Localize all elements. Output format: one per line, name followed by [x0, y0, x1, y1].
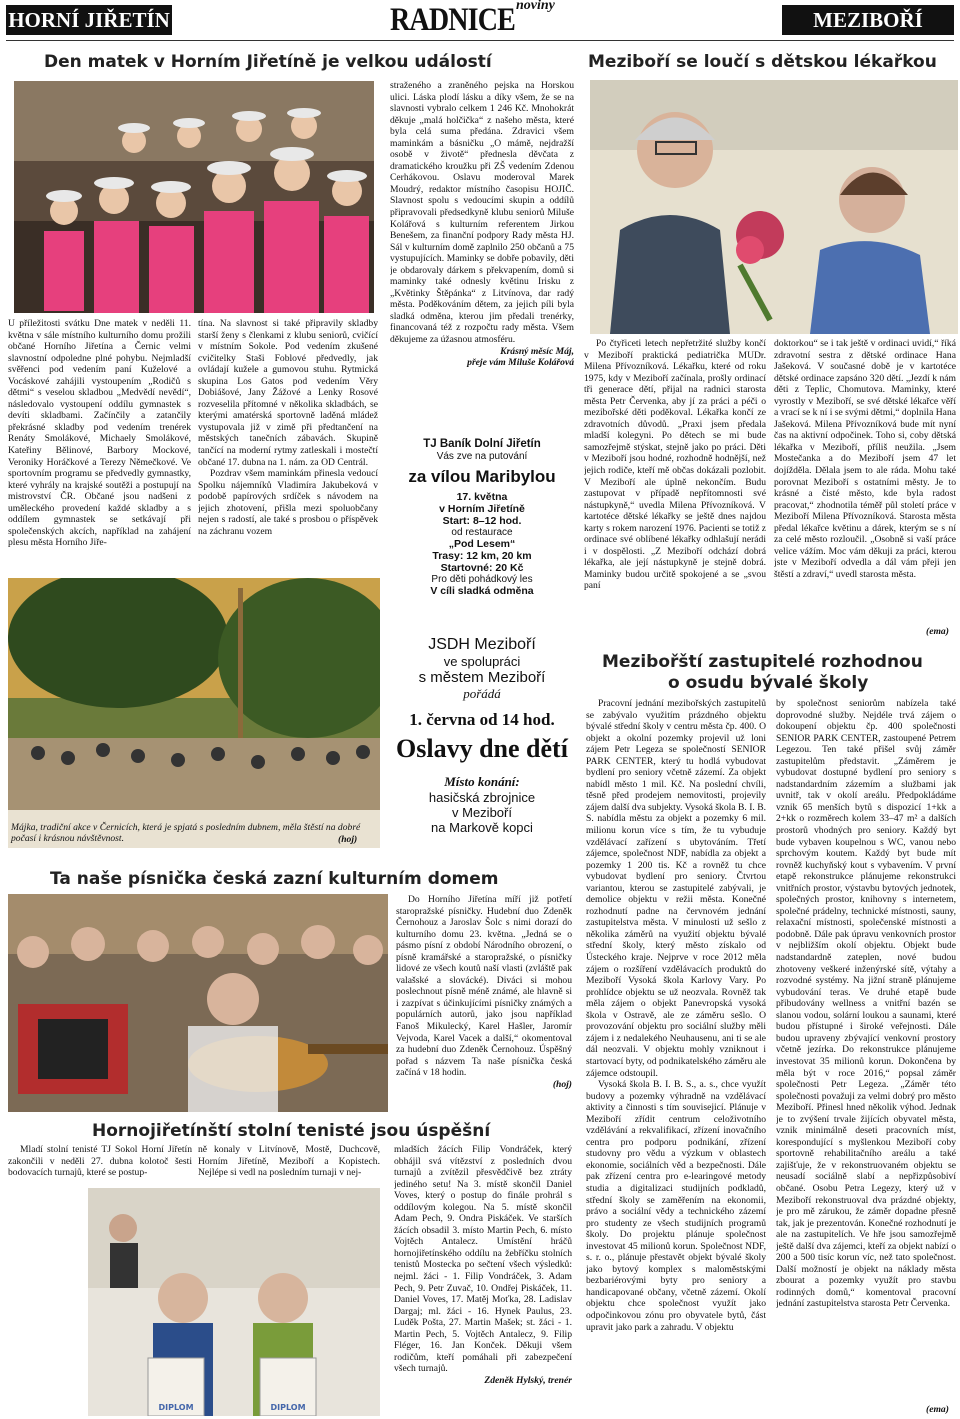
- lekarka-column-2: [774, 338, 956, 638]
- jsdh-place3: na Markově kopci: [431, 820, 533, 835]
- masthead: [390, 0, 590, 40]
- skola-col1-text: Pracovní jednání mezibořských zastupitelů se zabývalo využitím prázdného objektu bývalé střední školy v centru města čp. 400. O objekt a okolní pozemky projevil už loni zájem Petr Legeza se společností SENIOR PARK CENTER, který tu hodlá vybudovat bydlení pro seniory včetně zázemí. Za objekt nabídl město 1 mil. Kč. Na poslední chvíli, těsně před prodejem nemovitosti, projevily zájem další dva subjekty. Vysoká škola B. I. B. S. nabídla městu za objekt a pozemky 6 mil. milionu korun více s tím, že tu vybuduje vzdělávací zařízení s ubytováním. Třetí zájemce, společnost NDF, nabídla za objekt a pozemky 1 200 tis. Kč a rovněž tu chce vybudovat bydlení pro seniory. Čtvrtou variantou, kterou se zastupitelé zabývali, je demolice objektu v režii města. Konečné rozhodnutí padne na červnovém jednání zastupitelstva města. V minulosti už sešlo z několika záměrů na využití objektu bývalé střední školy, který město získalo od Ústeckého kraje. Nejprve v roce 2012 měla zájem o rozšíření vzdělávacích produktů do Meziboří Vysoká škola Karlovy Vary. Po prohlídce objektu se už neozvala. Rovněž tak měla zájem o objekt Panevropská vysoká škola v Ostravě, ale ze záměru sešlo. O provozování objektu pro sociální služby měli zájem i z nedalekého Neuhausenu, ani ti se ale dál neozvali. V objektu mohly vzniknout i startovací byty, od podnikatelského záměru ale zájemce odstoupil.: [586, 698, 766, 1079]
- headline-lekarka: Meziboří se loučí s dětskou lékařkou: [588, 52, 937, 72]
- jsdh-line2: ve spolupráci: [443, 654, 521, 669]
- skola-column-2: [776, 698, 956, 1416]
- jsdh-line1: JSDH Meziboří: [428, 636, 536, 653]
- banik-restaurant: „Pod Lesem“: [448, 538, 516, 550]
- jsdh-place-label: Místo konání:: [444, 774, 520, 789]
- headline-skola-2: o osudu bývalé školy: [668, 673, 869, 693]
- pisnicka-text: [396, 894, 572, 1112]
- banik-start: Start: 8–12 hod.: [442, 515, 522, 527]
- lekarka-col1-text: Po čtyřiceti letech nepřetržité služby končí v Meziboří praktická pediatrička MUDr. Milena Přívozníková. Lékařku, které od roku 1975, kdy v Meziboří začínala, prošly ordinací tři generace dětí, přijal na radnici starosta města Petr Červenka, aby jí za práci a péči o mezibořské děti poděkoval. Lékařka končí ze zdravotních důvodů. „Praxi jsem předala mladší kolegyni. Po dětech se mi bude samozřejmě stýskat, stejně jako po práci. Děti v Meziboří jsou hodné, rozhodně hodnější, než jejich rodiče, kteří mě občas dokázali pozlobit. V Meziboří ale úplně nekončím. Budu zastupovat v případě nepřítomnosti své nástupkyně,“ uvedla Milena Přívozníková. V kartotéce dětské lékařky se ještě dnes najdou karty s rokem narození 1976. Pacienti se totiž z ordinace své oblíbené lékařky odhlašují nerádi i v dospělosti. „Z Meziboří odchází dobrá lékařka, ale její nástupkyně je stejně dobrá. Maminky budou určitě spokojené a se „svou paní: [584, 338, 766, 592]
- skola-col2-text: by společnost seniorům nabízela také doprovodné služby. Nejdéle trvá zájem o dokoupení objektu čp. 400 společnosti SENIOR PARK CENTER, zastoupené Petrem Legezou. Ten také přišel svůj záměr zastupitelům představit. „Záměrem je vybudovat dostupné bydlení pro seniory s nadstandardním zázemím a službami jak uvnitř, tak v okolí areálu. Předpokládáme vznik 65 menších bytů s dispozicí 1+kk a 2+kk o rozměrech kolem 33–47 m² a dalších prostorů vhodných pro seniory. Každý byt bude vybaven koupelnou s WC, vanou nebo sprchovým koutem. Každý byt bude mít rovněž kuchyňský kout s vybavením. V první etapě rekonstrukce plánujeme rekonstrukci vnitřních prostor, výstavbu bytových jednotek, společných prostor, knihovny s internetem, společné prádelny, technické místnosti, sauny, relaxační místnosti, společenské místnosti a podobně. Dále pak úpravu venkovních prostor v nejbližším okolí objektu. Objekt bude nadstandardně zateplen, nové budou zhotoveny veškeré inženýrské sítě, výtahy a rozvodné systémy. Na jižní straně plánujeme vybudování teras. Ve druhé etapě bude přibudovány wellness a vnitřní bazén se slanou vodou, solární loukou a saunami, které budou přístupné i široké veřejnosti. Dále budou upraveny zbývající venkovní prostory včetně jezírka. Do rekonstrukce plánujeme investovat 35 milionů korun. Dokončena by měla být v roce 2016,“ popsal záměr společnosti Petr Legeza. „Záměr této společnosti považuji za velmi dobrý pro město Meziboří. Přinesl hned několik výhod. Jednak je to zvýšení trvale žijících obyvatel města, vznik minimálně deseti pracovních míst, korespondující s myšlenkou Meziboří coby sportovně rehabilitačního areálu a také zajišťuje, že v rekonstruovaném objektu se neusadí sociálně slabí a nepřizpůsobiví občané. Osobu Petra Legezy, který už v Meziboří rekonstruoval dva prázdné objekty, je pro mě zárukou, že záměr dopadne přesně tak, jak je prezentován. Konečné rozhodnutí je ale na zastupitelích. Ve hře jsou samozřejmě ještě další dva zájemci, kteří za objekt nabízí o 200 a 500 tisíc korun víc, než tato společnost. Další možností je objekt na náklady města zbourat a pozemky využít pro stavbu rodinných domů,“ komentoval pracovní jednání zastupitelstva starosta Petr Červenka.: [776, 698, 956, 1310]
- singers-photo: [8, 894, 388, 1112]
- banik-place: v Horním Jiřetíně: [439, 503, 525, 515]
- jsdh-line4: pořádá: [463, 686, 501, 701]
- banik-fee: Startovné: 20 Kč: [440, 562, 524, 574]
- matky-col2b-text: Pozdrav všem maminkám přinesla vedoucí Spolku nájemníků Vladimíra Jakubeková v podobě papírových srdíček s návodem na jejich zhotovení, přišla mezi spoluobčany nejen s radostí, ale také s prosbou o příspěvek na záchranu vozem: [198, 468, 378, 537]
- majka-credit: (hoj): [338, 834, 358, 845]
- lekarka-col2-text: doktorkou“ se i tak ještě v ordinaci uvidí,“ říká zdravotní sestra z dětské ordinace Hana Jašeková. V současné době je v kartotéce dětské ordinace zapsáno 320 dětí. „Jezdí k nám děti z Teplic, Chomutova. Maminky, které vyrostly v Meziboří, se své dětské lékařce věří a vrací se k ní i se svými dětmi,“ doplnila Hana Jašeková. Milena Přívozníková bude mít nyní čas na aktivní odpočinek. Toho si, coby dětská lékařka v Meziboří, příliš neužila. „Jsem Mostečanka a do Meziboří jsem 47 let dojížděla. Dělala jsem to ale ráda. Mohu také porovnat Meziboří s ostatními městy. Je to krásné a čisté město, kde byla radost pracovat,“ zhodnotila téměř půl století práce v Meziboří Milena Přívozníková. Starosta města předal lékařce květinu a dárek, kterým se s ní za celé město rozloučil. „Osobně si vaší práce velice vážím. Moc vám děkuji za práci, kterou jste v Meziboří odvedla a dál vám přeji jen štěstí a zdraví,“ uvedl starosta města.: [774, 338, 956, 580]
- tenis-col1-part2: ně konaly v Litvínově, Mostě, Duchcově, Horním Jiřetíně, Meziboří a Kopistech. Nejlépe si vedl na posledním turnaji v nej-: [198, 1144, 380, 1179]
- diplom-label-1: DIPLOM: [158, 1403, 194, 1412]
- girls-photo: [14, 81, 374, 313]
- majka-caption: Májka, tradiční akce v Černicích, která je spjatá s posledním dubnem, měla štěstí na dobré počasí i krásnou návštěvnost.: [11, 822, 361, 844]
- banik-routes: Trasy: 12 km, 20 km: [432, 550, 532, 562]
- jsdh-date: 1. června od 14 hod.: [409, 710, 555, 729]
- ad-jsdh: [392, 630, 572, 862]
- banik-kids: Pro děti pohádkový les: [431, 574, 533, 585]
- matky-col1-text: U příležitosti svátku Dne matek v neděli 11. května v sále místního kulturního domu prožili občané Horního Jiřetína a Černic velmi slavnostní odpoledne plné pohybu. Nejmladší svěřenci pod vedením paní Kuželové a Vocáskové zahájili vystoupením „Rodičů s dětmi“ s veselou skladbou „Medvědí nevědí“, následovalo vystoupení oddílu gymnastek s devíti skladbami. Začínčily a zatančily překrásné skladby pod vedením trenérek Renáty Smolákové, Michaely Smolákové, Kateřiny Bělinové, Barbory Mockové, Veroniky Horáčkové a Terezy Němečkové. Ve sportovním programu se předvedly gymnastky, které vyhrály na krajské soutěži a postupují na mistrovství ČR. Občané jsou nadšeni z uměleckého provedení každé skladby a s oddílem gymnastek se setkávají při společenských akcích, například na zahájení plesu města Horního Jiře-: [8, 318, 191, 549]
- lekarka-credit: (ema): [926, 626, 949, 637]
- tenis-col2-text: mladších žácích Filip Vondráček, který obhájil svá vítězství z posledních dvou turnajů a zvítězil přesvědčivě bez ztráty jediného setu! Na 3. místě skončil Daniel Voves, který o postup do finále prohrál s oddílovým kolegou. Na 5. místě skončil Adam Pech, 9. Ondra Piskáček. Ve starších žácích obsadil 3. místo Martin Pech, 6. místo Vojtěch Antalecz. Umístění hráčů hornojiřetínského oddílu na žebříčku stolních tenistů Mostecka po sečtení všech výsledků: nejml. žáci - 1. Filip Vondráček, 3. Adam Pech, 9. Petr Zuvač, 10. Ondřej Piskáček, 11. Daniel Voves, 17. Matěj Moťka, 28. Ladislav Dargaj; ml. žáci - 16. Hynek Paulus, 23. Luděk Pošta, 27. Martin Mašek; st. žáci - 1. Martin Pech, 5. Vojtěch Antalecz, 9. Filip Fléger, 16. Jan Konček. Děkuji všem rodičům, kteří pomáhali při zabezpečení všech turnajů.: [394, 1144, 572, 1375]
- pisnicka-credit: (hoj): [552, 1078, 572, 1090]
- banik-date: 17. května: [456, 491, 508, 503]
- lekarka-column-1: [584, 338, 766, 638]
- banik-title: za vílou Maribylou: [408, 467, 556, 486]
- banik-line1: TJ Baník Dolní Jiřetín: [423, 438, 541, 450]
- matky-column-1: [8, 318, 191, 574]
- headline-den-matek: Den matek v Horním Jiřetíně je velkou událostí: [44, 52, 492, 72]
- matky-col2a-text: tína. Na slavnost si také připravily skladby starší ženy s členkami z klubu seniorů, cvičící v místním Sokole. Pod vedením zkušené cvičitelky Staši Foblové předvedly, jak ovládají kužele a gumovou stuhu. Rytmická skupina Los Gatos pod vedením Věry Dobiášové, Jany Žážové a Lenky Rosové rozveselila přítomné v několika skladbách, se kterými amatérská sportovně laděná mládež vystupovala již v zimě při předtančení na městských tanečních zábavách. Skupině tančící na moderní rytmy zatleskali i mostečtí občané 17. dubna na 1. nám. za OD Centrál.: [198, 318, 378, 468]
- headline-pisnicka: Ta naše písnička česká zazní kulturním domem: [50, 869, 499, 889]
- banik-line2: Vás zve na putování: [436, 451, 528, 462]
- skola-column-1: [586, 698, 766, 1416]
- pisnicka-body: Do Horního Jiřetína míří již potřetí staropražské písničky. Hudební duo Zdeněk Černohouz a Jaroslav Šolc s nimi dorazí do kulturního domu 23. května. „Jedná se o pásmo písní z období Národního obrození, o písně kramářské a staropražské, o písničky lidové ze všech koutů naší vlasti (zvláště pak valašské a slovácké). Diváci si mohou poslechnout písně méně známé, ale hlavně si i zazpívat s účinkujícími písničky známých a populárních autorů, jako jsou například Fanoš Mikulecký, Karel Hašler, Jaromír Vejvoda, Karel Vacek a další,“ okomentoval za hudební duo Zdeněk Černohouz. Úspěšný pořad s názvem Ta naše písnička česká začíná v 18 hodin.: [396, 894, 572, 1079]
- tenis-column-3: [394, 1144, 572, 1416]
- section-label-mezibori: MEZIBOŘÍ: [782, 5, 954, 35]
- matky-column-3: [390, 80, 574, 412]
- jsdh-place1: hasičská zbrojnice: [428, 790, 536, 805]
- tenis-signature: Zdeněk Hylský, trenér: [484, 1374, 572, 1386]
- jsdh-line3: s městem Meziboří: [418, 669, 546, 686]
- matky-col3-text: straženého a zraněného pejska na Horskou ulici. Láska plodí lásku a díky všem, že se na slavnosti vybralo celkem 1 246 Kč. Mnohokrát děkuje „malá holčička“ z našeho města, které byla celá suma předána. Zdravici všem maminkám a básničku „O mámě, nejdražší osobě v životě“ přednesla děvčata z dramatického kroužku při ZŠ vedením Zdenou Cerhákovou. Oslavu moderoval Marek Moudrý, redaktor místního časopisu HOJIČ. Slavnost spolu s vedoucími skupin a oddílů připravovali předsedkyně klubu seniorů Miluše Kolářová s kulturním referentem Jirkou Benešem, za finanční podpory Rady města HJ. Sál v kulturním domě zaplnilo 250 občanů a 75 vystupujících. Maminky se dobře pobavily, děti je obdarovaly dárkem s překvapením, domů si maminky také odnesly květinu Irisku z „Květinky Štěpánka“ z Litvínova, dar radý města. Poděkováním dětem, za jejich píli byla sladká odměna, kterou jim předali trenérky, financovaná též z rozpočtu rady města. Všem děkujeme za úžasnou atmosféru.: [390, 80, 574, 346]
- ad-banik: [394, 432, 570, 618]
- masthead-title: RADNICE: [390, 2, 515, 38]
- banik-from: od restaurace: [451, 527, 513, 538]
- matky-signature-1: Krásný měsíc Máj,: [500, 345, 574, 357]
- tenis-column-1: [8, 1144, 192, 1180]
- majka-photo: [8, 578, 380, 848]
- masthead-subtitle: noviny: [516, 0, 555, 13]
- headline-skola-1: Mezibořští zastupitelé rozhodnou: [602, 652, 923, 672]
- doctor-photo: [590, 80, 958, 334]
- matky-signature-2: přeje vám Miluše Kolářová: [467, 357, 574, 369]
- jsdh-place2: v Meziboří: [452, 805, 512, 820]
- header-rule: [6, 40, 954, 41]
- banik-finish: V cíli sladká odměna: [430, 585, 534, 597]
- headline-tenis: Hornojiřetínští stolní tenisté jsou úspěšní: [92, 1121, 491, 1141]
- skola-col1b-text: Vysoká škola B. I. B. S., a. s., chce využít budovy a pozemky výhradně na vzdělávací aktivity a činnosti s tím souvisejicí. Plánuje v Meziboří zřídit centrum celoživotního vzdělávání a rekvalifikací, zřízení inovačního centra pro podporu podnikání, zřízení studovny pro vědu a výzkum v oblastech ekonomie, sociálních věd a bezpečnosti. Dále pak zřízení centra pro e-learingové metody studia a digitalizaci studijních podkladů, střední školy se zaměřením na ekonomii, právo a sociální vědy a technického zázemí pro studenty ze všech studijních programů školy. Do projektu plánuje společnost investovat 45 milionů korun. Společnost NDF, s. r. o., plánuje přestavět objekt bývalé školy jako bytový komplex s maloměstskými bezbariérovými byty pro seniory a handicapované občany, včetně zázemí. Okolí objektu chce společnost využít jako odpočinkovou zónu pro obyvatele bytů, část upravit jako park a zahradu. V objektu: [586, 1079, 766, 1333]
- tenis-column-2: [198, 1144, 380, 1180]
- skola-credit: (ema): [926, 1404, 949, 1415]
- kids-photo: [88, 1188, 380, 1416]
- tenis-col1-text: Mladí stolní tenisté TJ Sokol Horní Jiřetín zakončili v neděli 27. dubna kolotoč šesti bodovacích turnajů, které se postup-: [8, 1144, 192, 1179]
- diplom-label-2: DIPLOM: [270, 1403, 306, 1412]
- section-label-horni-jiretin: HORNÍ JIŘETÍN: [6, 5, 172, 35]
- jsdh-title: Oslavy dne dětí: [396, 734, 568, 763]
- matky-column-2: [198, 318, 378, 573]
